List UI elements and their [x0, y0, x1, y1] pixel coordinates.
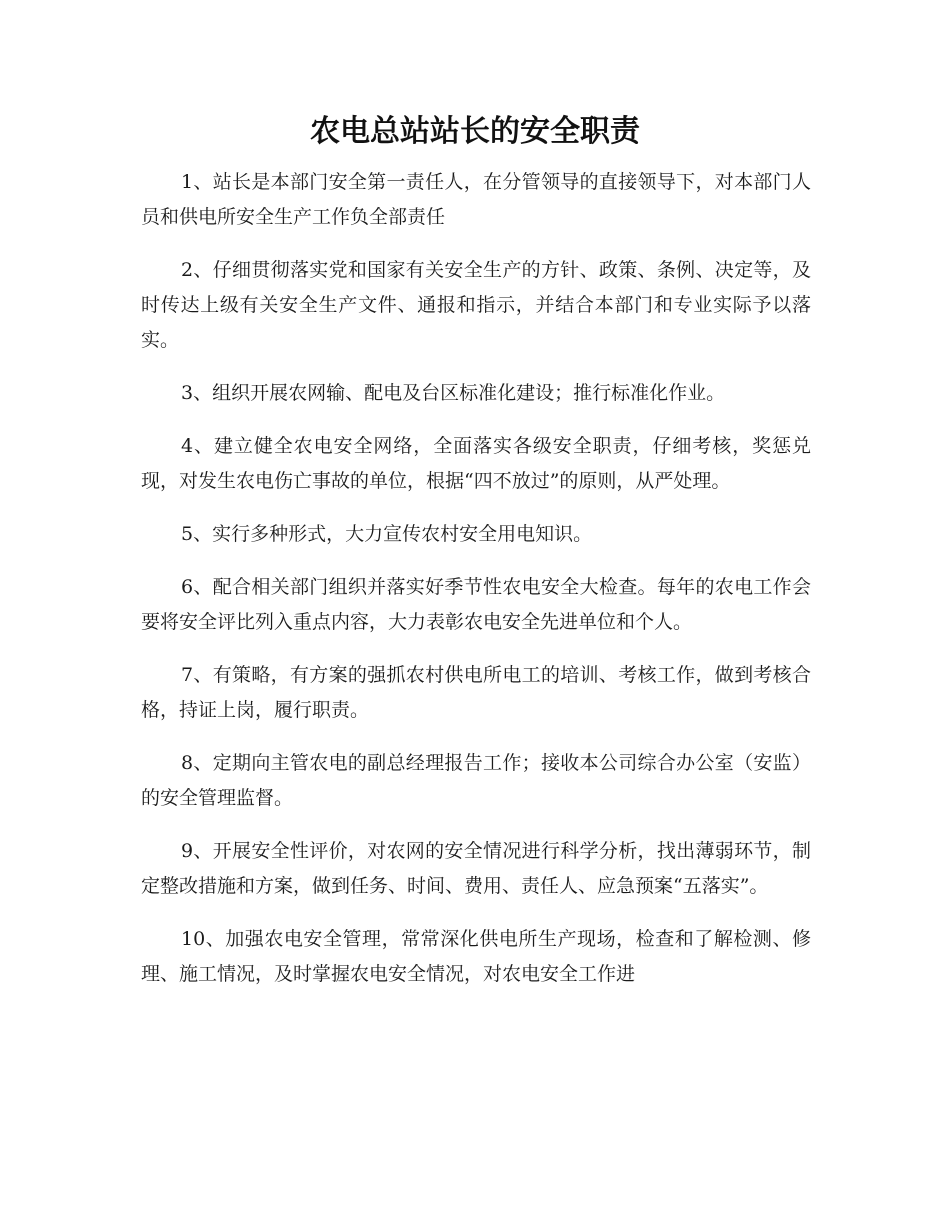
paragraph-8: 8、定期向主管农电的副总经理报告工作；接收本公司综合办公室（安监）的安全管理监督。	[141, 752, 811, 809]
paragraph-10: 10、加强农电安全管理，常常深化供电所生产现场，检查和了解检测、修理、施工情况，及时掌握农电安全情况，对农电安全工作进	[141, 928, 811, 985]
document-body	[141, 165, 811, 1010]
paragraph-1: 1、站长是本部门安全第一责任人，在分管领导的直接领导下，对本部门人员和供电所安全生产工作负全部责任	[141, 171, 811, 228]
paragraph-2: 2、仔细贯彻落实党和国家有关安全生产的方针、政策、条例、决定等，及时传达上级有关安全生产文件、通报和指示，并结合本部门和专业实际予以落实。	[141, 259, 811, 351]
paragraph-9: 9、开展安全性评价，对农网的安全情况进行科学分析，找出薄弱环节，制定整改措施和方案，做到任务、时间、费用、责任人、应急预案“五落实”。	[141, 840, 811, 897]
paragraph-7: 7、有策略，有方案的强抓农村供电所电工的培训、考核工作，做到考核合格，持证上岗，履行职责。	[141, 664, 811, 721]
paragraph-5: 5、实行多种形式，大力宣传农村安全用电知识。	[181, 523, 593, 545]
document-title: 农电总站站长的安全职责	[310, 114, 640, 149]
paragraph-3: 3、组织开展农网输、配电及台区标准化建设；推行标准化作业。	[181, 382, 726, 404]
paragraph-6: 6、配合相关部门组织并落实好季节性农电安全大检查。每年的农电工作会要将安全评比列入重点内容，大力表彰农电安全先进单位和个人。	[141, 576, 811, 633]
paragraph-4: 4、建立健全农电安全网络，全面落实各级安全职责，仔细考核，奖惩兑现，对发生农电伤亡事故的单位，根据“四不放过”的原则，从严处理。	[141, 435, 811, 492]
